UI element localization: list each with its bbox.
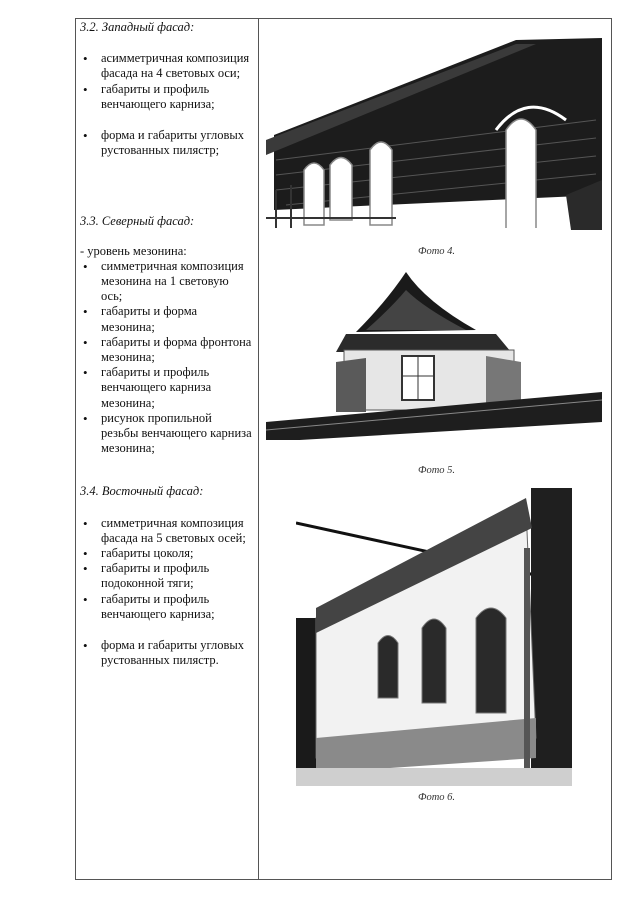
photo-caption: Фото 5.	[418, 465, 456, 476]
feature-list	[80, 51, 252, 112]
column-divider	[258, 18, 259, 880]
list-item: • габариты и профиль венчающего карниза;	[80, 592, 252, 622]
section-heading: 3.4. Восточный фасад:	[80, 484, 204, 499]
photo-east-facade	[296, 488, 572, 786]
section-heading: 3.2. Западный фасад:	[80, 20, 195, 34]
feature-list	[80, 516, 252, 622]
feature-list	[80, 259, 252, 457]
list-item: • габариты цоколя;	[80, 546, 252, 561]
section-north-facade	[80, 214, 252, 456]
list-item: • рисунок пропильной резьбы венчающего карниза мезонина;	[80, 411, 252, 457]
list-item: • форма и габариты угловых рустованных пилястр;	[80, 128, 252, 158]
list-item: • габариты и форма мезонина;	[80, 304, 252, 334]
list-item: • симметричная композиция фасада на 5 световых осей;	[80, 516, 252, 546]
list-item: • габариты и форма фронтона мезонина;	[80, 335, 252, 365]
level-label: - уровень мезонина:	[80, 243, 187, 258]
list-item: • симметричная композиция мезонина на 1 световую ось;	[80, 259, 252, 305]
feature-list	[80, 638, 252, 668]
list-item: • асимметричная композиция фасада на 4 световых оси;	[80, 51, 252, 81]
list-item: • габариты и профиль венчающего карниза мезонина;	[80, 365, 252, 411]
text-column	[80, 20, 252, 669]
list-item: • габариты и профиль венчающего карниза;	[80, 82, 252, 112]
section-east-facade	[80, 484, 252, 668]
photo-west-facade	[266, 20, 602, 238]
section-heading: 3.3. Северный фасад:	[80, 214, 195, 229]
photo-caption: Фото 6.	[418, 792, 456, 803]
photo-caption: Фото 4.	[418, 246, 456, 257]
list-item: • форма и габариты угловых рустованных пилястр.	[80, 638, 252, 668]
section-west-facade	[80, 20, 252, 158]
photo-north-mezzanine	[266, 272, 602, 458]
list-item: • габариты и профиль подоконной тяги;	[80, 561, 252, 591]
feature-list	[80, 128, 252, 158]
